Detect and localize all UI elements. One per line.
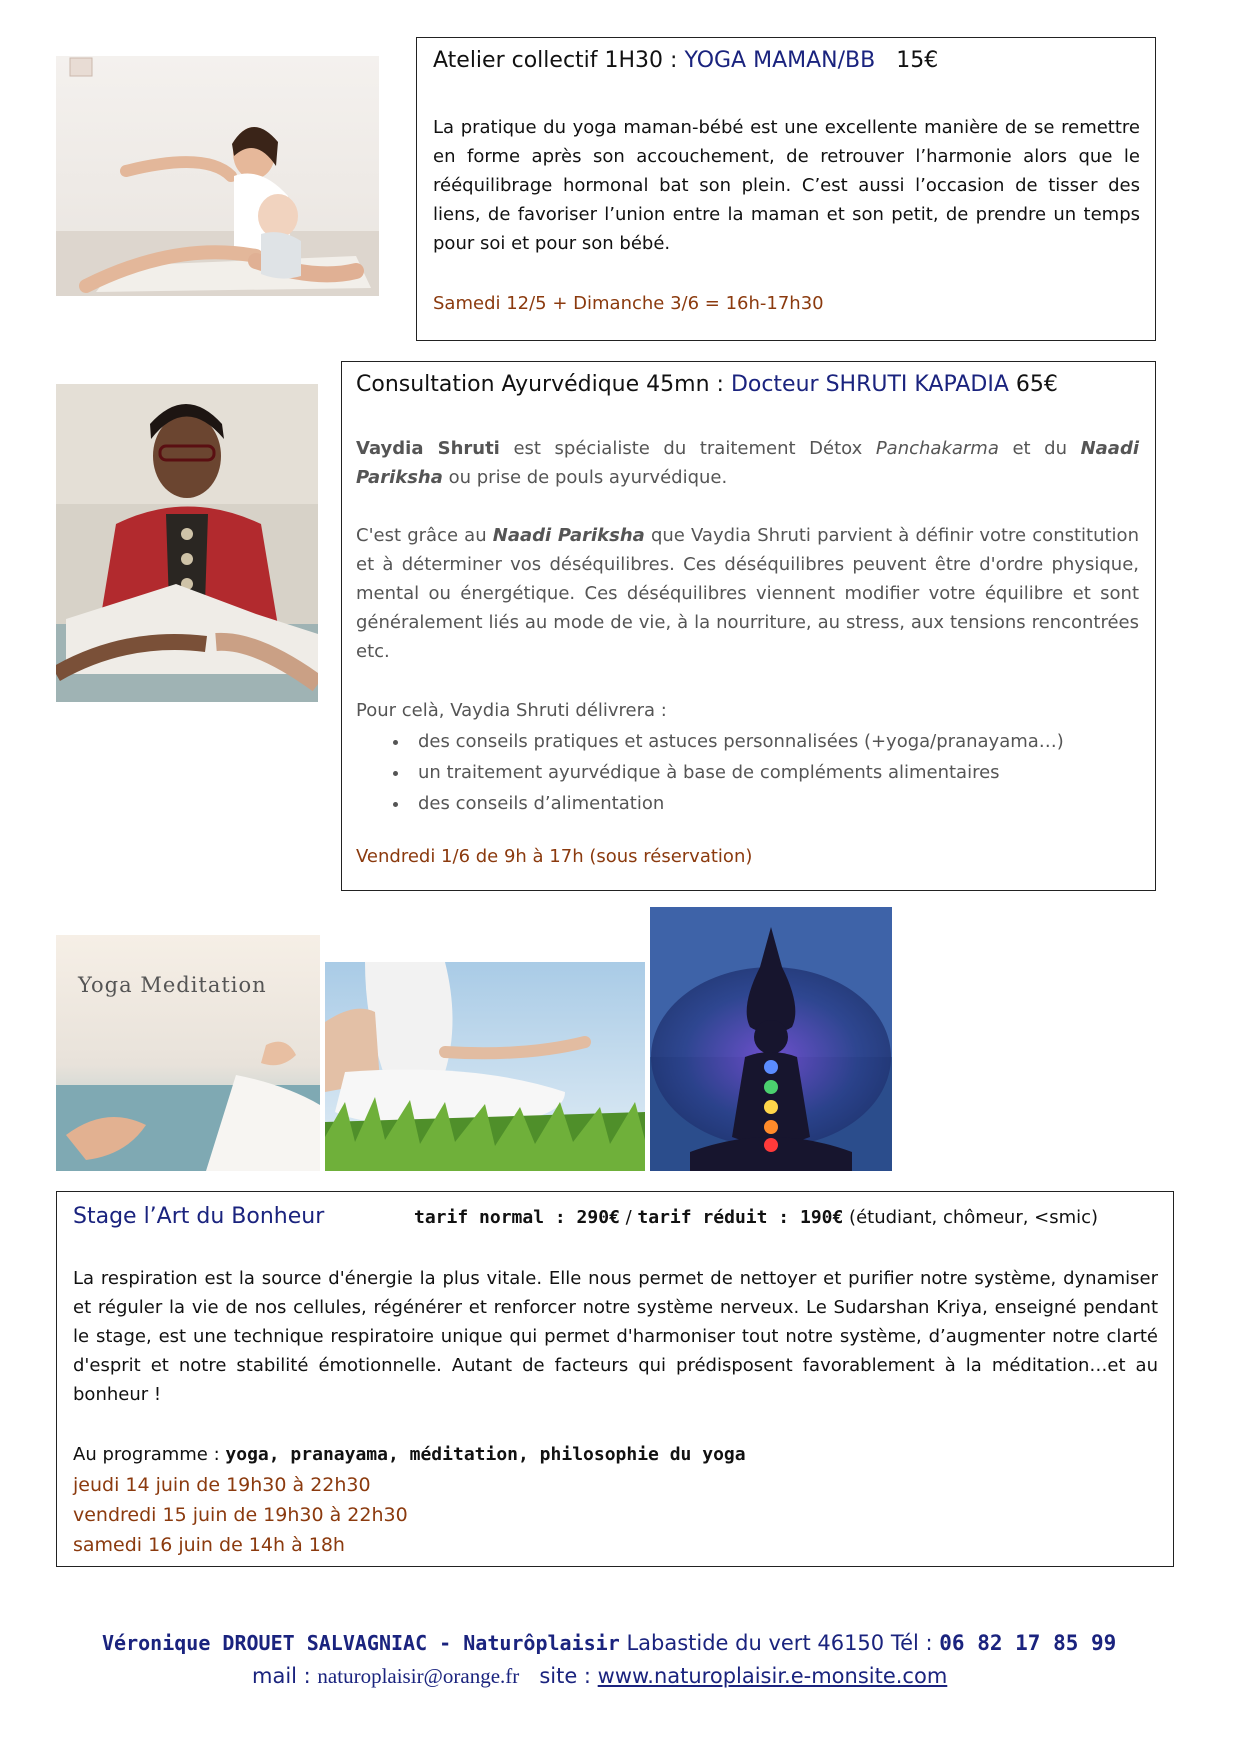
yoga-maman-bb-description: La pratique du yoga maman-bébé est une excellente manière de se remettre en forme après son accouchement, de retrouver l’harmonie alors que le rééquilibrage hormonal bat son plein. C’est aussi l’occasion de tisser des liens, de favoriser l’union entre la maman et son petit, de prendre un temps pour soi et pour son bébé. [433, 117, 1140, 254]
ayurveda-section [341, 361, 1156, 891]
footer-phone: 06 82 17 85 99 [939, 1631, 1117, 1655]
ayurveda-paragraph-2: C'est grâce au Naadi Pariksha que Vaydia Shruti parvient à définir votre constitution et à déterminer vos déséquilibres. Ces déséquilibres peuvent être d'ordre physique, mental ou énergétique. Ces déséquilibres viennent modifier votre équilibre et sont généralement liés au mode de vie, à la nourriture, au stress, aux tensions rencontrées etc. [356, 525, 1139, 662]
yoga-maman-bb-dates: Samedi 12/5 + Dimanche 3/6 = 16h-17h30 [433, 293, 824, 314]
stage-programme: Au programme : yoga, pranayama, méditation, philosophie du yoga [73, 1444, 746, 1465]
photo-chakra-silhouette [650, 907, 892, 1171]
ayurveda-bullet-1: • des conseils pratiques et astuces personnalisées (+yoga/pranayama…) [410, 726, 1142, 757]
footer-web-line: mail : naturoplaisir@orange.fr site : www.naturoplaisir.e-monsite.com [252, 1664, 948, 1688]
ayurveda-paragraph-1: Vaydia Shruti est spécialiste du traitement Détox Panchakarma et du Naadi Pariksha ou prise de pouls ayurvédique. [356, 438, 1140, 488]
stage-tarif: tarif normal : 290€ / tarif réduit : 190€ (étudiant, chômeur, <smic) [414, 1207, 1099, 1228]
stage-title: Stage l’Art du Bonheur [73, 1204, 325, 1229]
stage-date-2: vendredi 15 juin de 19h30 à 22h30 [73, 1504, 408, 1526]
footer-mail[interactable]: naturoplaisir@orange.fr [317, 1664, 520, 1688]
ayurveda-dates: Vendredi 1/6 de 9h à 17h (sous réservation) [356, 846, 753, 867]
meditation-cover-title: Yoga Meditation [78, 973, 267, 997]
footer-name: Véronique DROUET SALVAGNIAC - Naturôplaisir [102, 1631, 620, 1655]
footer-site-link[interactable]: www.naturoplaisir.e-monsite.com [597, 1664, 948, 1688]
yoga-maman-bb-section [416, 37, 1156, 341]
ayurveda-title: Consultation Ayurvédique 45mn : Docteur SHRUTI KAPADIA 65€ [356, 372, 1058, 397]
photo-ayurvedic-consultation [56, 384, 318, 702]
photo-yoga-meditation-cover [56, 935, 320, 1171]
stage-date-3: samedi 16 juin de 14h à 18h [73, 1534, 345, 1556]
ayurveda-bullet-list [342, 726, 1142, 819]
stage-date-1: jeudi 14 juin de 19h30 à 22h30 [73, 1474, 371, 1496]
yoga-maman-bb-title: Atelier collectif 1H30 : YOGA MAMAN/BB 15€ [433, 48, 939, 73]
ayurveda-intro: Pour celà, Vaydia Shruti délivrera : [356, 700, 667, 721]
stage-description: La respiration est la source d'énergie la plus vitale. Elle nous permet de nettoyer et purifier notre système, dynamiser et réguler la vie de nos cellules, régénérer et renforcer notre système nerveux. Le Sudarshan Kriya, enseigné pendant le stage, est une technique respiratoire unique qui permet d'harmoniser tout notre système, d’augmenter notre clarté d'esprit et notre stabilité émotionnelle. Autant de facteurs qui prédisposent favorablement à la méditation…et au bonheur ! [73, 1268, 1158, 1405]
stage-art-du-bonheur-section [56, 1191, 1174, 1567]
footer-contact-line: Véronique DROUET SALVAGNIAC - Naturôplaisir Labastide du vert 46150 Tél : 06 82 17 85 99 [102, 1631, 1117, 1655]
stage-title-row [73, 1204, 1163, 1234]
photo-yoga-mother-baby [56, 56, 379, 296]
ayurveda-bullet-3: • des conseils d’alimentation [410, 788, 1142, 819]
ayurveda-bullet-2: • un traitement ayurvédique à base de compléments alimentaires [410, 757, 1142, 788]
photo-lotus-pose-grass [325, 962, 645, 1171]
